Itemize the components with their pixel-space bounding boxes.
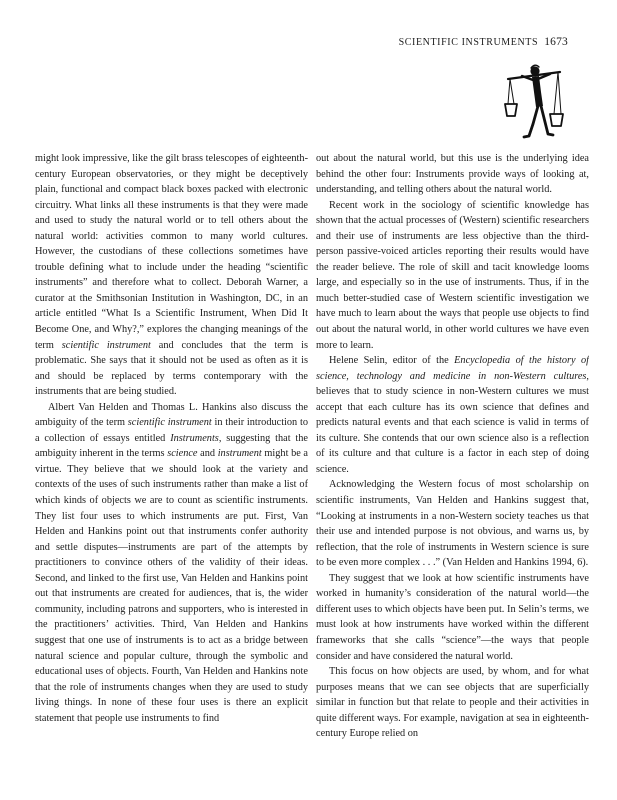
left-column (35, 151, 308, 779)
text-run: and (197, 448, 218, 460)
text-run: Albert Van Helden and Thomas L. Hankins also discuss the ambiguity of the term (35, 401, 308, 429)
body-paragraph (316, 151, 589, 198)
text-run: , believes that to study science in non-Western cultures we must accept that each culture has its own science that defines and predicts natural events and that each science is valid in terms of its culture. She contends that our own science also is a reflection of its culture and that culture is a factor in each step of doing science. (316, 370, 589, 475)
italic-term: Instruments (170, 432, 219, 444)
text-run: This focus on how objects are used, by whom, and for what purposes means that we can see objects that are superficially similar in function but that relate to people and their activities in quite different ways. For example, navigation at sea in eighteenth-century Europe relied on (316, 666, 589, 740)
right-column (316, 151, 589, 779)
running-head (399, 36, 568, 48)
italic-term: Encyclopedia of the history of science, technology and medicine in non-Western cultures (316, 355, 589, 382)
body-paragraph (316, 477, 589, 570)
italic-term: instrument (217, 448, 262, 460)
text-run: Helene Selin, editor of the (329, 355, 455, 367)
text-run: might look impressive, like the gilt brass telescopes of eighteenth-century European observatories, or they might be deceptively plain, functional and compact black boxes packed with electronic circuitry. What links all these instruments is that they were made and used to study the natural world or to tell others about the natural world: activities common to many world cultures. However, the custodians of these collections sometimes have trouble defining what to include under the heading “scientific instruments” and therefore what to collect. Deborah Warner, a curator at the Smithsonian Institution in Washington, DC, in an article entitled “What Is a Scientific Instrument, When Did It Become One, and Why?,” explores the changing meanings of the term (35, 153, 308, 351)
body-paragraph (316, 198, 589, 353)
text-run: in their introduction to a collection of essays entitled (35, 417, 308, 444)
text-run: Recent work in the sociology of scientific knowledge has shown that the actual processes of (Western) scientific researchers and their use of instruments are less objective than the third-person passive-voiced articles reporting their results would have the reader believe. The role of skill and tacit knowledge looms large, and especially so in the use of instruments. Thus, if in the much better-studied case of Western scientific investigation we have much to learn about the ways that people use objects to find out about the natural world, in other world cultures we have even more to learn. (316, 199, 589, 351)
text-run: , suggesting that the ambiguity inherent in the terms (35, 432, 308, 460)
body-paragraph (316, 571, 589, 664)
water-carrier-figure-icon (502, 62, 564, 142)
text-run: They suggest that we look at how scientific instruments have worked in humanity’s consideration of the natural world—the different uses to which objects have been put. In Selin’s terms, we must look at how instruments have worked within the different frameworks that she calls “science”—the ways that people consider and have considered the natural world. (316, 572, 589, 662)
text-run: might be a virtue. They believe that we should look at the variety and contexts of the uses of such instruments rather than make a list of which kinds of objects we are to count as scientific instruments. They list four uses to which instruments are put. First, Van Helden and Hankins point out that instruments confer authority and settle disputes—instruments are part of the attempts by practitioners to convince others of the validity of their ideas. Second, and linked to the first use, Van Helden and Hankins point out that instruments are created for audiences, that is, the wider community, including patrons and supporters, who is interested in the practitioners’ activities. Third, Van Helden and Hankins suggest that one use of instruments is to act as a bridge between natural science and popular culture, through the symbolic and educational uses of objects. Fourth, Van Helden and Hankins note that the role of instruments changes when they are used to study living things. In none of these four uses is there an explicit statement that people use instruments to find (35, 448, 308, 724)
body-paragraph (35, 400, 308, 726)
text-run: out about the natural world, but this use is the underlying idea behind the other four: Instruments provide ways of looking at, understanding, and telling others about the natural world. (316, 153, 589, 196)
body-paragraph (316, 353, 589, 477)
italic-term: scientific instrument (61, 339, 151, 351)
italic-term: scientific instrument (127, 417, 212, 429)
text-run: and concludes that the term is problematic. She says that it should not be used as often as it is and should be replaced by terms contemporary with the instruments that are being studied. (35, 339, 308, 398)
page-number: 1673 (544, 36, 568, 48)
running-title: SCIENTIFIC INSTRUMENTS (398, 37, 539, 48)
body-paragraph (35, 151, 308, 400)
italic-term: science (167, 448, 198, 460)
body-paragraph (316, 664, 589, 742)
text-run: Acknowledging the Western focus of most scholarship on scientific instruments, Van Helden and Hankins suggest that, “Looking at instruments in a non-Western society teaches us that their use and intended purpose is not obvious, and warns us, by reflection, that the role of instruments in Western science is sure to be even more complex . . .” (Van Helden and Hankins 1994, 6). (316, 479, 589, 569)
